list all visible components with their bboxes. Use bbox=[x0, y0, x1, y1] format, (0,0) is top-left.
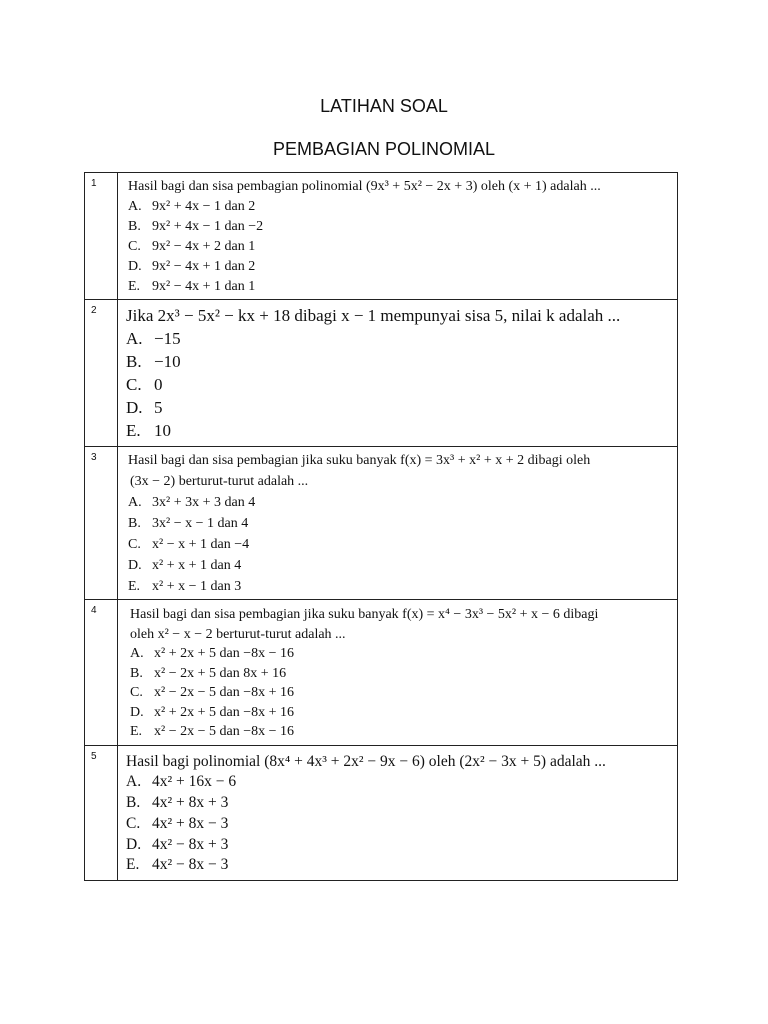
option-b bbox=[128, 217, 677, 237]
option-a bbox=[126, 772, 677, 793]
option-text: x² + x + 1 dan 4 bbox=[152, 558, 242, 573]
option-label: D. bbox=[130, 704, 144, 720]
option-text: 4x² + 8x − 3 bbox=[152, 814, 229, 832]
option-d bbox=[128, 257, 677, 277]
option-text: 9x² − 4x + 1 dan 1 bbox=[152, 279, 256, 294]
question-row bbox=[85, 447, 678, 600]
option-text: 4x² − 8x + 3 bbox=[152, 835, 229, 853]
option-b bbox=[130, 664, 677, 684]
option-e bbox=[128, 576, 677, 597]
option-d bbox=[130, 703, 677, 723]
question-stem-continued: (3x − 2) berturut-turut adalah ... bbox=[130, 474, 309, 489]
option-label: D. bbox=[126, 398, 143, 417]
option-text: 4x² − 8x − 3 bbox=[152, 856, 229, 874]
option-label: C. bbox=[126, 814, 141, 832]
option-d bbox=[126, 396, 677, 419]
option-label: D. bbox=[128, 259, 142, 274]
option-label: E. bbox=[126, 421, 141, 440]
option-label: A. bbox=[126, 773, 142, 791]
option-text: 4x² + 8x + 3 bbox=[152, 794, 229, 812]
question-row bbox=[85, 173, 678, 300]
option-c bbox=[126, 814, 677, 835]
option-a bbox=[128, 197, 677, 217]
question-row bbox=[85, 745, 678, 881]
option-label: B. bbox=[126, 794, 141, 812]
question-table bbox=[84, 172, 678, 881]
option-c bbox=[128, 237, 677, 257]
option-label: E. bbox=[130, 724, 143, 739]
question-number: 1 bbox=[85, 173, 118, 300]
question-stem: Jika 2x³ − 5x² − kx + 18 dibagi x − 1 mempunyai sisa 5, nilai k adalah ... bbox=[126, 306, 621, 325]
option-c bbox=[126, 373, 677, 396]
option-d bbox=[128, 555, 677, 576]
option-label: E. bbox=[128, 279, 141, 294]
option-a bbox=[130, 644, 677, 664]
option-label: D. bbox=[126, 835, 142, 853]
question-number: 5 bbox=[85, 745, 118, 881]
option-text: 9x² − 4x + 1 dan 2 bbox=[152, 259, 256, 274]
option-e bbox=[128, 277, 677, 297]
option-label: B. bbox=[126, 352, 142, 371]
option-b bbox=[128, 513, 677, 534]
option-label: B. bbox=[128, 516, 141, 531]
option-e bbox=[126, 855, 677, 876]
option-text: x² − 2x + 5 dan 8x + 16 bbox=[154, 665, 287, 681]
option-text: 0 bbox=[154, 375, 163, 394]
option-label: D. bbox=[128, 558, 142, 573]
option-text: x² − 2x − 5 dan −8x + 16 bbox=[154, 685, 294, 700]
option-label: E. bbox=[126, 856, 140, 874]
option-label: C. bbox=[130, 685, 143, 700]
option-a bbox=[126, 327, 677, 350]
option-text: 4x² + 16x − 6 bbox=[152, 773, 237, 791]
option-b bbox=[126, 350, 677, 373]
option-text: x² + x − 1 dan 3 bbox=[152, 579, 242, 594]
option-d bbox=[126, 835, 677, 856]
question-number: 3 bbox=[85, 447, 118, 600]
page-subtitle: PEMBAGIAN POLINOMIAL bbox=[272, 139, 496, 159]
option-text: −10 bbox=[154, 352, 181, 371]
option-label: A. bbox=[126, 329, 143, 348]
question-stem: Hasil bagi polinomial (8x⁴ + 4x³ + 2x² − 9x − 6) oleh (2x² − 3x + 5) adalah ... bbox=[126, 752, 606, 770]
option-label: A. bbox=[130, 646, 144, 661]
option-label: C. bbox=[128, 537, 141, 552]
option-text: x² + 2x + 5 dan −8x + 16 bbox=[154, 704, 294, 720]
option-text: x² + 2x + 5 dan −8x − 16 bbox=[154, 646, 294, 661]
option-text: 3x² − x − 1 dan 4 bbox=[152, 516, 249, 531]
option-label: C. bbox=[128, 239, 141, 254]
option-text: 3x² + 3x + 3 dan 4 bbox=[152, 495, 256, 510]
question-stem: Hasil bagi dan sisa pembagian jika suku banyak f(x) = 3x³ + x² + x + 2 dibagi oleh bbox=[128, 453, 591, 468]
option-label: B. bbox=[130, 665, 143, 681]
question-row bbox=[85, 300, 678, 447]
option-text: 5 bbox=[154, 398, 163, 417]
option-text: 10 bbox=[154, 421, 171, 440]
option-text: x² − x + 1 dan −4 bbox=[152, 537, 250, 552]
question-stem: Hasil bagi dan sisa pembagian jika suku banyak f(x) = x⁴ − 3x³ − 5x² + x − 6 dibagi bbox=[130, 607, 599, 622]
option-label: E. bbox=[128, 579, 141, 594]
option-label: A. bbox=[128, 495, 142, 510]
option-c bbox=[130, 683, 677, 703]
page-title: LATIHAN SOAL bbox=[320, 96, 448, 116]
option-text: 9x² − 4x + 2 dan 1 bbox=[152, 239, 256, 254]
question-number: 4 bbox=[85, 600, 118, 746]
question-stem: Hasil bagi dan sisa pembagian polinomial (9x³ + 5x² − 2x + 3) oleh (x + 1) adalah ... bbox=[128, 179, 601, 194]
option-text: x² − 2x − 5 dan −8x − 16 bbox=[154, 724, 294, 739]
option-e bbox=[130, 722, 677, 742]
option-b bbox=[126, 793, 677, 814]
option-e bbox=[126, 419, 677, 442]
option-label: C. bbox=[126, 375, 142, 394]
option-text: −15 bbox=[154, 329, 181, 348]
option-text: 9x² + 4x − 1 dan −2 bbox=[152, 219, 264, 234]
option-a bbox=[128, 492, 677, 513]
option-label: B. bbox=[128, 219, 141, 234]
option-label: A. bbox=[128, 199, 142, 214]
question-number: 2 bbox=[85, 300, 118, 447]
option-text: 9x² + 4x − 1 dan 2 bbox=[152, 199, 256, 214]
question-stem-continued: oleh x² − x − 2 berturut-turut adalah ... bbox=[130, 626, 346, 642]
question-row bbox=[85, 600, 678, 746]
option-c bbox=[128, 534, 677, 555]
